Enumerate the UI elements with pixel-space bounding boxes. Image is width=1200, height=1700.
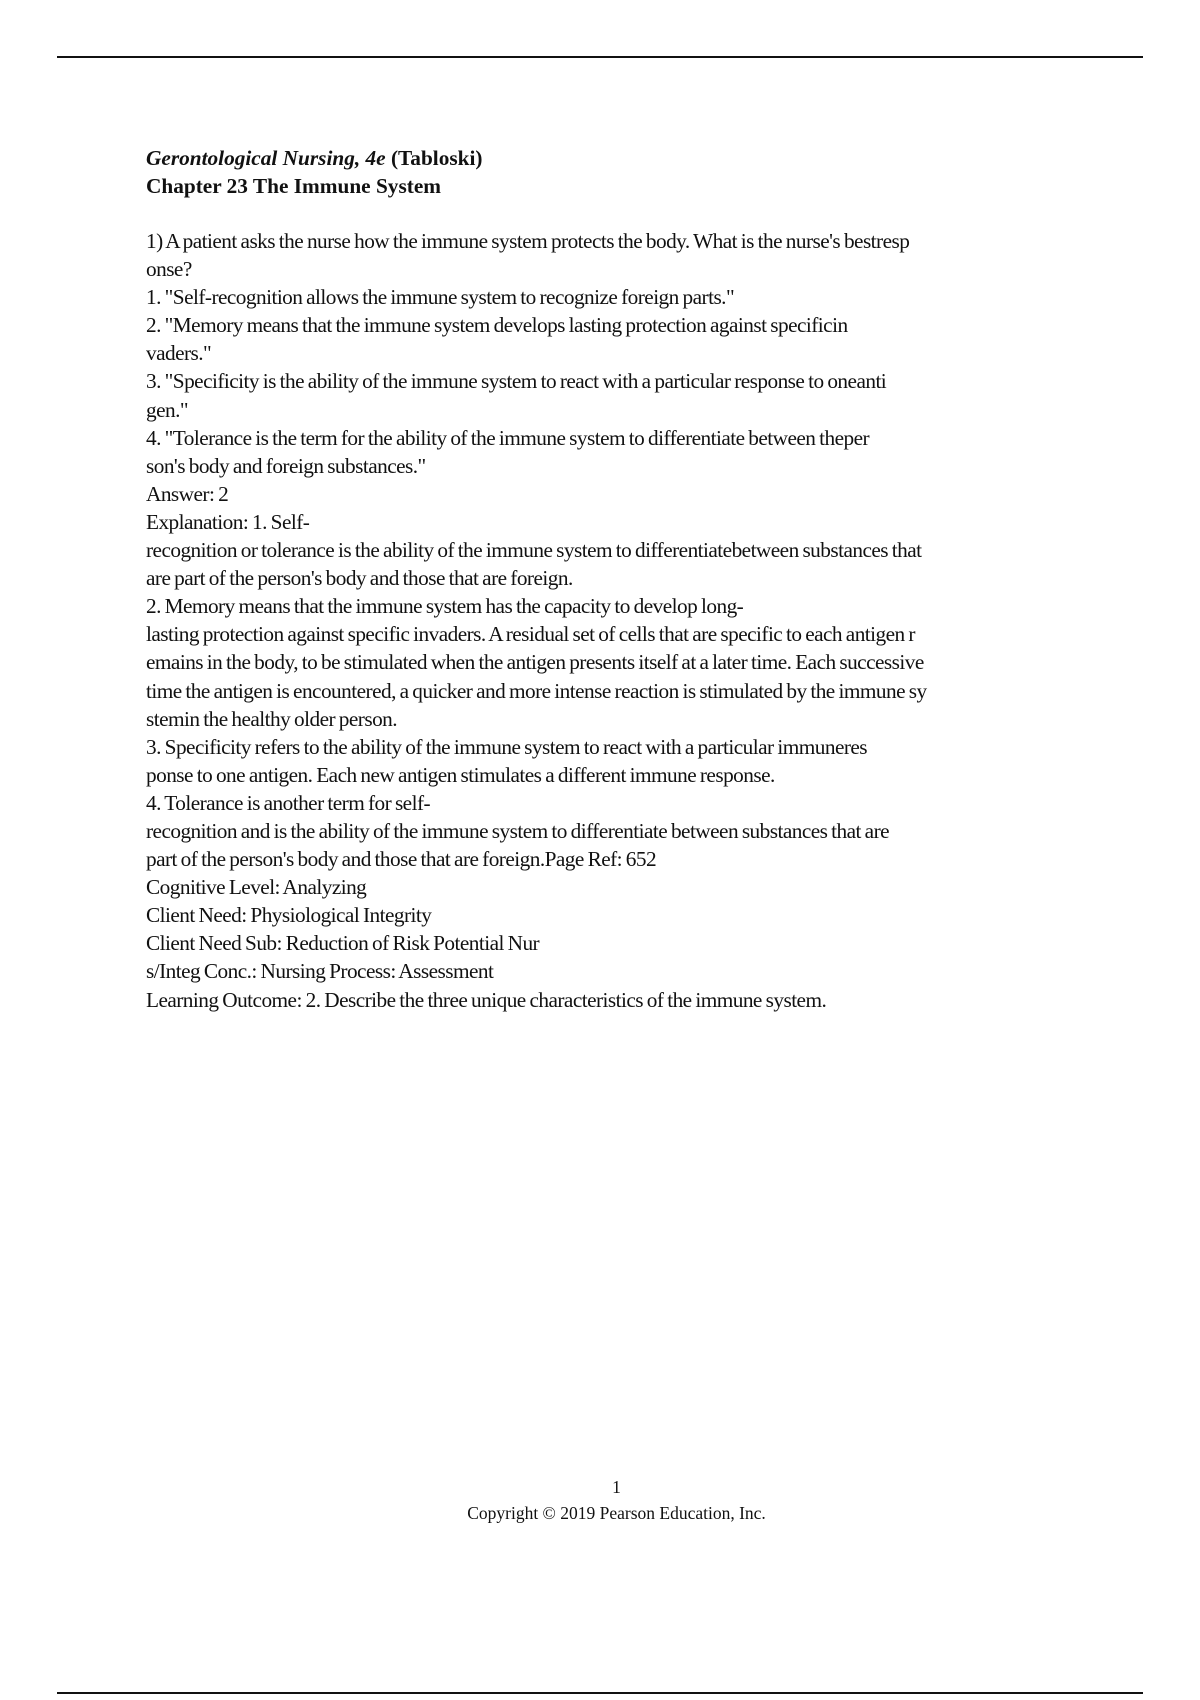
explanation-line-11: 4. Tolerance is another term for self- — [146, 790, 431, 815]
option-4-line-2: son's body and foreign substances." — [146, 453, 426, 478]
question-stem-line-2: onse? — [146, 257, 192, 282]
option-3-line-1: 3. "Specificity is the ability of the immune system to react with a particular response to oneanti — [146, 369, 887, 394]
explanation-line-6: emains in the body, to be stimulated when the antigen presents itself at a later time. Each successive — [146, 650, 924, 675]
book-title — [146, 144, 1096, 172]
explanation-line-12: recognition and is the ability of the immune system to differentiate between substances that are — [146, 818, 890, 843]
option-2-line-2: vaders." — [146, 341, 212, 366]
explanation-line-4: 2. Memory means that the immune system has the capacity to develop long- — [146, 594, 744, 619]
book-title-author: (Tabloski) — [385, 146, 483, 170]
page-number: 1 — [612, 1477, 621, 1497]
explanation-line-2: recognition or tolerance is the ability of the immune system to differentiatebetween substances that — [146, 538, 922, 563]
question-stem-line-1: 1) A patient asks the nurse how the immune system protects the body. What is the nurse's bestresp — [146, 229, 910, 253]
explanation-line-7: time the antigen is encountered, a quicker and more intense reaction is stimulated by the immune sy — [146, 678, 927, 703]
explanation-line-5: lasting protection against specific invaders. A residual set of cells that are specific to each antigen r — [146, 622, 915, 647]
answer-line: Answer: 2 — [146, 481, 229, 506]
learning-outcome: Learning Outcome: 2. Describe the three unique characteristics of the immune system. — [146, 987, 827, 1012]
explanation-line-1: Explanation: 1. Self- — [146, 509, 310, 534]
integrated-concept: s/Integ Conc.: Nursing Process: Assessment — [146, 959, 494, 984]
page-content — [146, 144, 1096, 1014]
chapter-title: Chapter 23 The Immune System — [146, 174, 442, 198]
option-2-line-1: 2. "Memory means that the immune system develops lasting protection against specificin — [146, 313, 848, 338]
option-4-line-1: 4. "Tolerance is the term for the ability of the immune system to differentiate between theper — [146, 425, 870, 450]
book-title-name: Gerontological Nursing, 4e — [146, 146, 386, 170]
explanation-line-3: are part of the person's body and those that are foreign. — [146, 566, 573, 591]
bottom-rule — [57, 1692, 1143, 1694]
option-1: 1. "Self-recognition allows the immune system to recognize foreign parts." — [146, 285, 735, 310]
explanation-line-8: stemin the healthy older person. — [146, 706, 398, 731]
explanation-line-13: part of the person's body and those that are foreign.Page Ref: 652 — [146, 847, 657, 872]
top-rule — [57, 56, 1143, 58]
explanation-line-9: 3. Specificity refers to the ability of the immune system to react with a particular immuneres — [146, 734, 868, 759]
copyright-notice: Copyright © 2019 Pearson Education, Inc. — [467, 1503, 766, 1523]
cognitive-level: Cognitive Level: Analyzing — [146, 875, 367, 900]
client-need-sub: Client Need Sub: Reduction of Risk Potential Nur — [146, 931, 540, 956]
explanation-line-10: ponse to one antigen. Each new antigen stimulates a different immune response. — [146, 762, 775, 787]
option-3-line-2: gen." — [146, 397, 189, 422]
client-need: Client Need: Physiological Integrity — [146, 903, 432, 928]
